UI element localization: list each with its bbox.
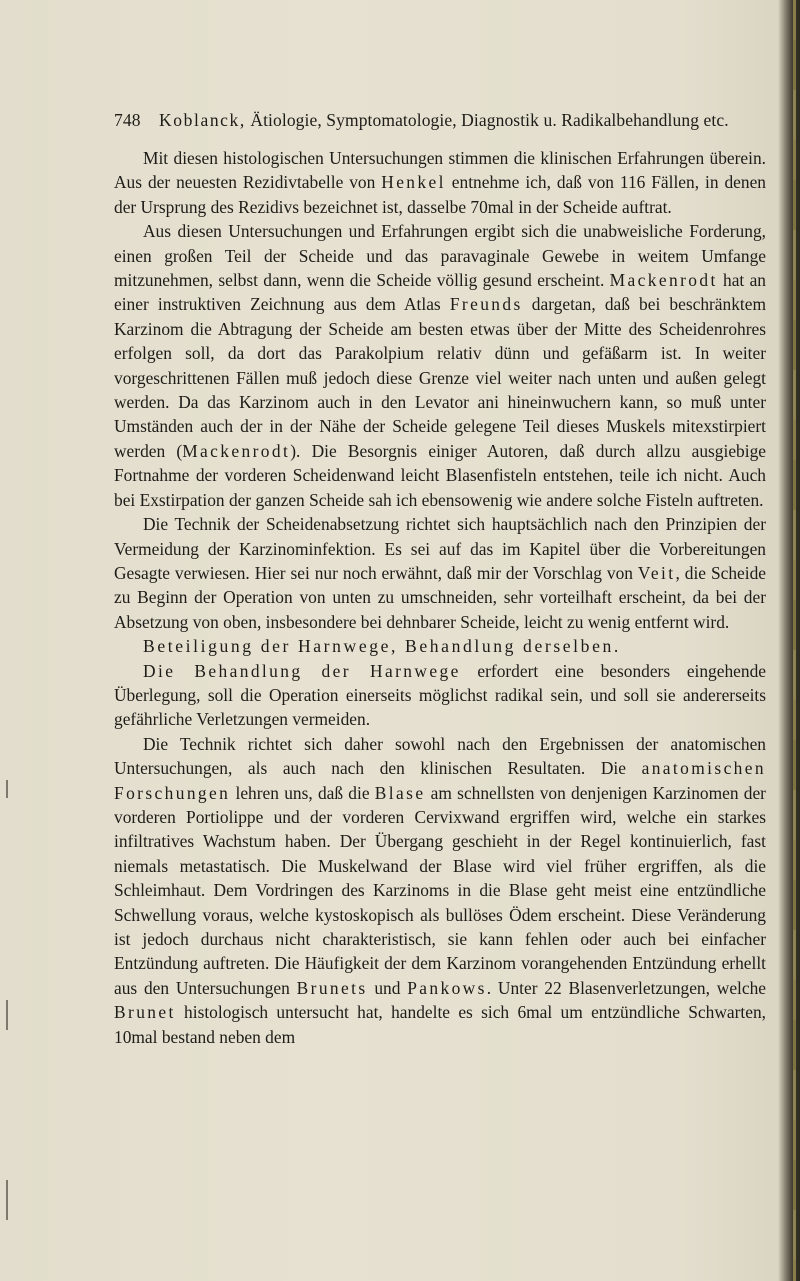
paragraph: [114, 512, 766, 634]
running-header-title: Ätiologie, Symptomatologie, Diagnostik u. Radikalbehandlung etc.: [250, 110, 729, 130]
spaced-emphasis-text: Brunet: [114, 1002, 176, 1023]
spaced-emphasis-text: Veit: [637, 562, 676, 583]
text-run: am schnellsten von denjenigen Karzinomen der vorderen Portiolippe und der vorderen Cervixwand ergriffen wird, welche ein starkes infiltratives Wachstum haben. Der Übergang geschieht in der Regel kontinuierlich, fast niemals metastatisch. Die Muskelwand der Blase wird viel früher ergriffen, als die Schleimhaut. Dem Vordringen des Karzinoms in die Blase geht meist eine entzündliche Schwellung voraus, welche kystoskopisch als bullöses Ödem erscheint. Diese Veränderung ist jedoch durchaus nicht charakteristisch, sie kann fehlen oder auch bei einfacher Entzündung auftreten. Die Häufigkeit der dem Karzinom vorangehenden Entzündung erhellt aus den Untersuchungen: [114, 782, 766, 998]
section-heading: Beteiligung der Harnwege, Behandlung derselben.: [143, 636, 621, 657]
scan-speck: [6, 1000, 8, 1030]
paragraph: [114, 659, 766, 732]
paragraph-group-section: [114, 659, 766, 1050]
page-number: 748: [114, 110, 141, 130]
spaced-emphasis-text: Freunds: [449, 294, 523, 315]
scan-speck: [6, 780, 8, 798]
text-run: Mit diesen histologischen Untersuchungen stimmen die klinischen Erfahrungen überein. Aus der neuesten Rezidivtabelle von: [114, 148, 766, 193]
text-run: erfordert eine besonders eingehende Überlegung, soll die Operation einerseits möglichst radikal sein, und soll sie andererseits gefährliche Verletzungen vermeiden.: [114, 660, 766, 730]
spaced-emphasis-text: anatomischen Forschungen: [114, 758, 766, 803]
paragraph: [114, 732, 766, 1049]
text-run: Die Technik richtet sich daher sowohl nach den Ergebnissen der anatomischen Untersuchungen, als auch nach den klinischen Resultaten. Die: [114, 733, 766, 779]
paragraph: [114, 146, 766, 219]
spaced-emphasis-text: Brunets: [296, 977, 368, 998]
text-run: ). Die Besorgnis einiger Autoren, daß durch allzu ausgiebige Fortnahme der vorderen Scheidenwand leicht Blasenfisteln entstehen, teile ich nicht. Auch bei Exstirpation der ganzen Scheide sah ich ebensowenig wie andere solche Fisteln auftreten.: [114, 440, 766, 510]
page-edge-spine: [793, 0, 796, 1281]
scan-speck: [6, 1180, 8, 1220]
spaced-emphasis-text: Mackenrodt: [182, 440, 291, 461]
text-run: . Unter 22 Blasenverletzungen, welche: [486, 977, 766, 998]
text-run: dargetan, daß bei beschränktem Karzinom die Abtragung der Scheide am besten etwas über der Mitte des Scheidenrohres erfolgen soll, da dort das Parakolpium relativ dünn und gefäßarm ist. In weiter vorgeschrittenen Fällen muß jedoch diese Grenze viel weiter nach unten und außen gelegt werden. Da das Karzinom auch in den Levator ani hineinwuchern kann, so muß unter Umständen auch der in der Nähe der Scheide gelegene Teil dieses Muskels mitexstirpiert werden (: [114, 294, 766, 461]
running-header-author: Koblanck,: [159, 110, 246, 130]
running-header: [114, 110, 764, 134]
spaced-emphasis-text: Mackenrodt: [609, 270, 718, 291]
text-run: entnehme ich, daß von 116 Fällen, in denen der Ursprung des Rezidivs bezeichnet ist, dasselbe 70mal in der Scheide auftrat.: [114, 172, 766, 217]
text-run: Aus diesen Untersuchungen und Erfahrungen ergibt sich die unabweisliche Forderung, einen großen Teil der Scheide und das paravaginale Gewebe in weitem Umfange mitzunehmen, selbst dann, wenn die Scheide völlig gesund erscheint.: [114, 221, 766, 291]
spaced-emphasis-text: Henkel: [381, 172, 446, 193]
spaced-emphasis-text: Pankows: [407, 977, 487, 998]
text-run: lehren uns, daß die: [230, 782, 375, 803]
text-run: , die Scheide zu Beginn der Operation von unten zu umschneiden, sehr vorteilhaft erscheint, da bei der Absetzung von oben, insbesondere bei dehnbarer Scheide, leicht zu wenig entfernt wird.: [114, 562, 766, 632]
text-run: hat an einer instruktiven Zeichnung aus dem Atlas: [114, 270, 767, 315]
text-run: histologisch untersucht hat, handelte es sich 6mal um entzündliche Schwarten, 10mal bestand neben dem: [114, 1002, 766, 1047]
page-edge-shadow: [778, 0, 800, 1281]
spaced-emphasis-text: Die Behandlung der Harnwege: [143, 660, 461, 681]
body-text: [114, 146, 766, 1049]
spaced-emphasis-text: Blase: [374, 782, 426, 803]
text-run: und: [367, 977, 408, 998]
paragraph-group-intro: [114, 146, 766, 634]
paragraph: [114, 219, 766, 512]
text-run: Die Technik der Scheidenabsetzung richtet sich hauptsächlich nach den Prinzipien der Vermeidung der Karzinominfektion. Es sei auf das im Kapitel über die Vorbereitungen Gesagte verwiesen. Hier sei nur noch erwähnt, daß mir der Vorschlag von: [114, 514, 766, 583]
